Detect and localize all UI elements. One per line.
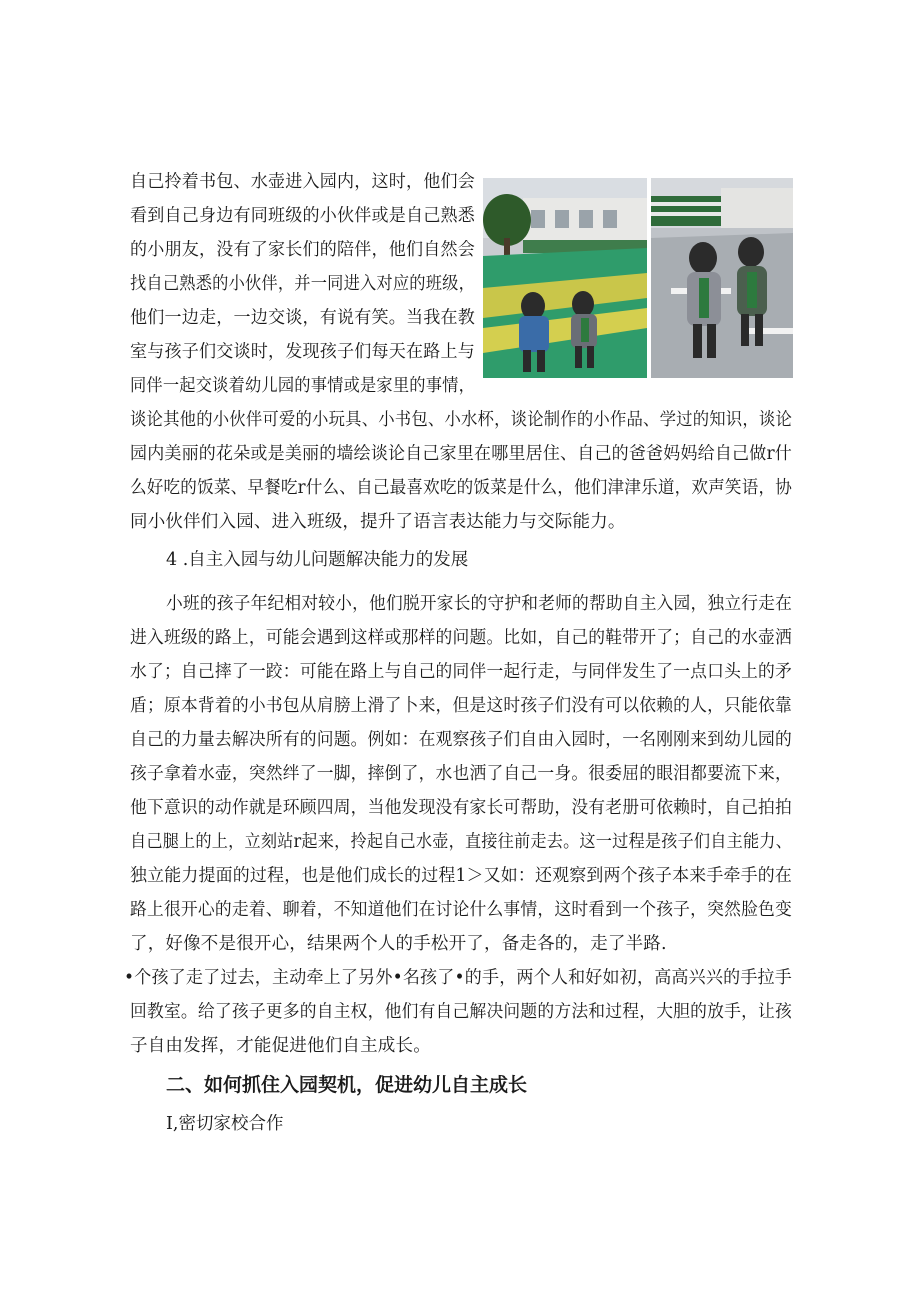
text-line: 子自由发挥，才能促进他们自主成长。 bbox=[130, 1036, 431, 1056]
text-line: 自己拎着书包、水壶进入园内，这时，他们会 bbox=[130, 172, 475, 192]
text-line: 独立能力提面的过程，也是他们成长的过程1＞又如：还观察到两个孩子本来手牵手的在 bbox=[130, 866, 792, 886]
text-line: 么好吃的饭菜、早餐吃r什么、自己最喜欢吃的饭菜是什么，他们津津乐道，欢声笑语，协 bbox=[130, 478, 792, 498]
section-2-heading: 二、如何抓住入园契机，促进幼儿自主成长 bbox=[166, 1074, 528, 1096]
text-line: 进入班级的路上，可能会遇到这样或那样的问题。比如，自己的鞋带开了；自己的水壶洒 bbox=[130, 628, 792, 648]
photo-pair bbox=[483, 178, 793, 378]
photo-girls-holding-hands bbox=[651, 178, 793, 378]
text-line: 路上很开心的走着、聊着，不知道他们在讨论什么事情，这时看到一个孩子，突然脸色变 bbox=[130, 900, 792, 920]
text-line: 他下意识的动作就是环顾四周，当他发现没有家长可帮助，没有老册可依赖时，自己拍拍 bbox=[130, 798, 792, 818]
subsection-1-title: I,密切家校合作 bbox=[166, 1114, 284, 1134]
section-4-title: 4 .自主入园与幼儿问题解决能力的发展 bbox=[166, 550, 469, 570]
text-line: 孩子拿着水壶，突然绊了一脚，摔倒了，水也洒了自己一身。很委屈的眼泪都要流下来， bbox=[130, 764, 792, 784]
text-line: 自己的力量去解决所有的问题。例如：在观察孩子们自由入园时，一名刚刚来到幼儿园的 bbox=[130, 730, 792, 750]
text-line: 看到自己身边有同班级的小伙伴或是自己熟悉 bbox=[130, 206, 475, 226]
text-line: 盾；原本背着的小书包从肩膀上滑了卜来，但是这时孩子们没有可以依赖的人，只能依靠 bbox=[130, 696, 792, 716]
photo-children-walking-playground bbox=[483, 178, 647, 378]
text-line: 的小朋友，没有了家长们的陪伴，他们自然会 bbox=[130, 240, 475, 260]
text-line: •个孩了走了过去，主动牵上了另外•名孩了•的手，两个人和好如初，高高兴兴的手拉手 bbox=[124, 968, 792, 988]
text-line: 小班的孩子年纪相对较小，他们脱开家长的守护和老师的帮助自主入园，独立行走在 bbox=[166, 594, 792, 614]
text-line: 同小伙伴们入园、进入班级，提升了语言表达能力与交际能力。 bbox=[130, 512, 626, 532]
text-line: 谈论其他的小伙伴可爱的小玩具、小书包、小水杯，谈论制作的小作品、学过的知识，谈论 bbox=[130, 410, 792, 430]
text-line: 水了；自己摔了一跤：可能在路上与自己的同伴一起行走，与同伴发生了一点口头上的矛 bbox=[130, 662, 792, 682]
text-line: 园内美丽的花朵或是美丽的墙绘谈论自己家里在哪里居住、自己的爸爸妈妈给自己做r什 bbox=[130, 444, 792, 464]
text-line: 室与孩子们交谈时，发现孩子们每天在路上与 bbox=[130, 342, 475, 362]
text-line: 他们一边走，一边交谈，有说有笑。当我在教 bbox=[130, 308, 475, 328]
text-line: 回教室。给了孩子更多的自主权，他们有自己解决问题的方法和过程，大胆的放手，让孩 bbox=[130, 1002, 792, 1022]
text-line: 了，好像不是很开心，结果两个人的手松开了，备走各的，走了半路. bbox=[130, 934, 667, 954]
text-line: 同伴一起交谈着幼儿园的事情或是家里的事情， bbox=[130, 376, 475, 396]
text-line: 找自己熟悉的小伙伴，并一同进入对应的班级， bbox=[130, 274, 475, 294]
text-line: 自己腿上的上，立刻站r起来，拎起自己水壶，直接往前走去。这一过程是孩子们自主能力、 bbox=[130, 832, 792, 852]
